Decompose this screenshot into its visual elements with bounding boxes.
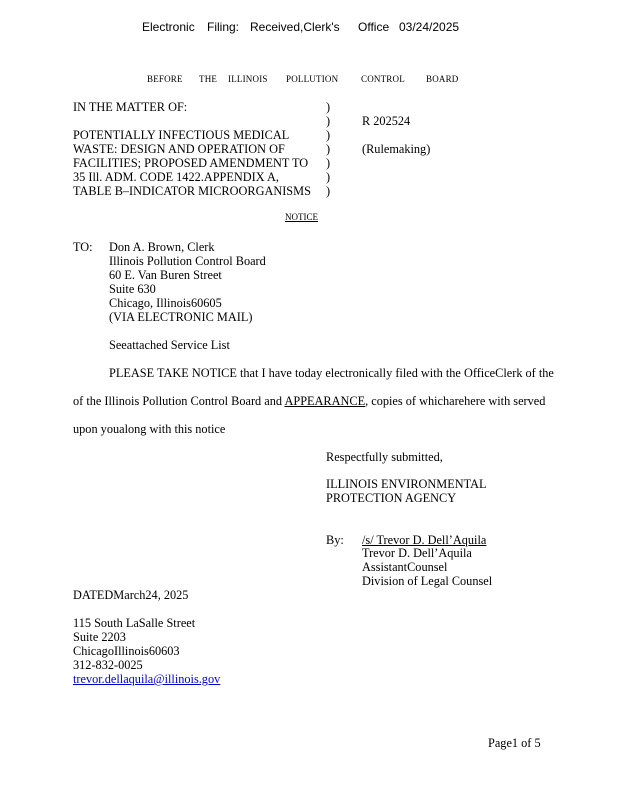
address-line: Suite 2203 bbox=[73, 630, 126, 644]
caption-parenthesis: ) bbox=[326, 142, 331, 156]
filing-header-electronic: Electronic bbox=[142, 20, 195, 34]
board-heading-word: ILLINOIS bbox=[228, 74, 268, 84]
board-heading-word: POLLUTION bbox=[286, 74, 339, 84]
addressee-line: (VIA ELECTRONIC MAIL) bbox=[109, 310, 253, 324]
caption-title-line: FACILITIES; PROPOSED AMENDMENT TO bbox=[73, 156, 309, 170]
service-list-note: Seeattached Service List bbox=[109, 338, 230, 352]
notice-body-text: , copies of whicharehere with served bbox=[365, 394, 546, 408]
closing: Respectfully submitted, bbox=[326, 450, 443, 464]
appearance-link[interactable]: APPEARANCE bbox=[284, 394, 366, 408]
caption-parenthesis: ) bbox=[326, 184, 331, 198]
board-heading-word: BEFORE bbox=[147, 74, 183, 84]
to-label: TO: bbox=[73, 240, 93, 254]
signer-title: AssistantCounsel bbox=[362, 560, 448, 574]
by-label: By: bbox=[326, 533, 344, 547]
caption-title-line: TABLE B–INDICATOR MICROORGANISMS bbox=[73, 184, 311, 198]
email-link[interactable]: trevor.dellaquila@illinois.gov bbox=[73, 672, 221, 686]
addressee-line: Don A. Brown, Clerk bbox=[109, 240, 215, 254]
caption-title-line: WASTE: DESIGN AND OPERATION OF bbox=[73, 142, 285, 156]
signer-division: Division of Legal Counsel bbox=[362, 574, 493, 588]
notice-body-text: and bbox=[264, 394, 283, 408]
caption-title-line: POTENTIALLY INFECTIOUS MEDICAL bbox=[73, 128, 290, 142]
filing-header-received: Received,Clerk's bbox=[250, 20, 340, 34]
phone-number: 312-832-0025 bbox=[73, 658, 143, 672]
filing-header-date: 03/24/2025 bbox=[399, 20, 460, 34]
notice-body-line: upon youalong with this notice bbox=[73, 422, 226, 436]
address-line: 115 South LaSalle Street bbox=[73, 616, 196, 630]
agency-line: PROTECTION AGENCY bbox=[326, 491, 457, 505]
caption-parenthesis: ) bbox=[326, 170, 331, 184]
page-number: Page1 of 5 bbox=[488, 736, 541, 750]
addressee-line: Illinois Pollution Control Board bbox=[109, 254, 266, 268]
filing-header-filing: Filing: bbox=[207, 20, 240, 34]
board-heading-word: CONTROL bbox=[361, 74, 405, 84]
in-the-matter-of: IN THE MATTER OF: bbox=[73, 100, 188, 114]
addressee-line: Suite 630 bbox=[109, 282, 156, 296]
docket-number: R 202524 bbox=[362, 114, 411, 128]
addressee-line: 60 E. Van Buren Street bbox=[109, 268, 222, 282]
notice-title: NOTICE bbox=[285, 212, 318, 222]
caption-parenthesis: ) bbox=[326, 128, 331, 142]
filing-header-office: Office bbox=[358, 20, 390, 34]
dated-line: DATEDMarch24, 2025 bbox=[73, 588, 189, 602]
electronic-signature: /s/ Trevor D. Dell’Aquila bbox=[362, 533, 487, 547]
signer-name: Trevor D. Dell’Aquila bbox=[362, 546, 472, 560]
caption-title-line: 35 Ill. ADM. CODE 1422.APPENDIX A, bbox=[73, 170, 279, 184]
caption-parenthesis: ) bbox=[326, 156, 331, 170]
agency-line: ILLINOIS ENVIRONMENTAL bbox=[326, 477, 487, 491]
notice-body-text: of the Illinois Pollution Control Board bbox=[73, 394, 262, 408]
caption-parenthesis: ) bbox=[326, 114, 331, 128]
board-heading-word: BOARD bbox=[426, 74, 459, 84]
rulemaking-label: (Rulemaking) bbox=[362, 142, 431, 156]
addressee-line: Chicago, Illinois60605 bbox=[109, 296, 222, 310]
notice-body-line bbox=[73, 394, 545, 408]
caption-parenthesis: ) bbox=[326, 100, 331, 114]
notice-body-line: PLEASE TAKE NOTICE that I have today electronically filed with the OfficeClerk of the bbox=[109, 366, 554, 380]
board-heading-word: THE bbox=[199, 74, 218, 84]
address-line: ChicagoIllinois60603 bbox=[73, 644, 180, 658]
